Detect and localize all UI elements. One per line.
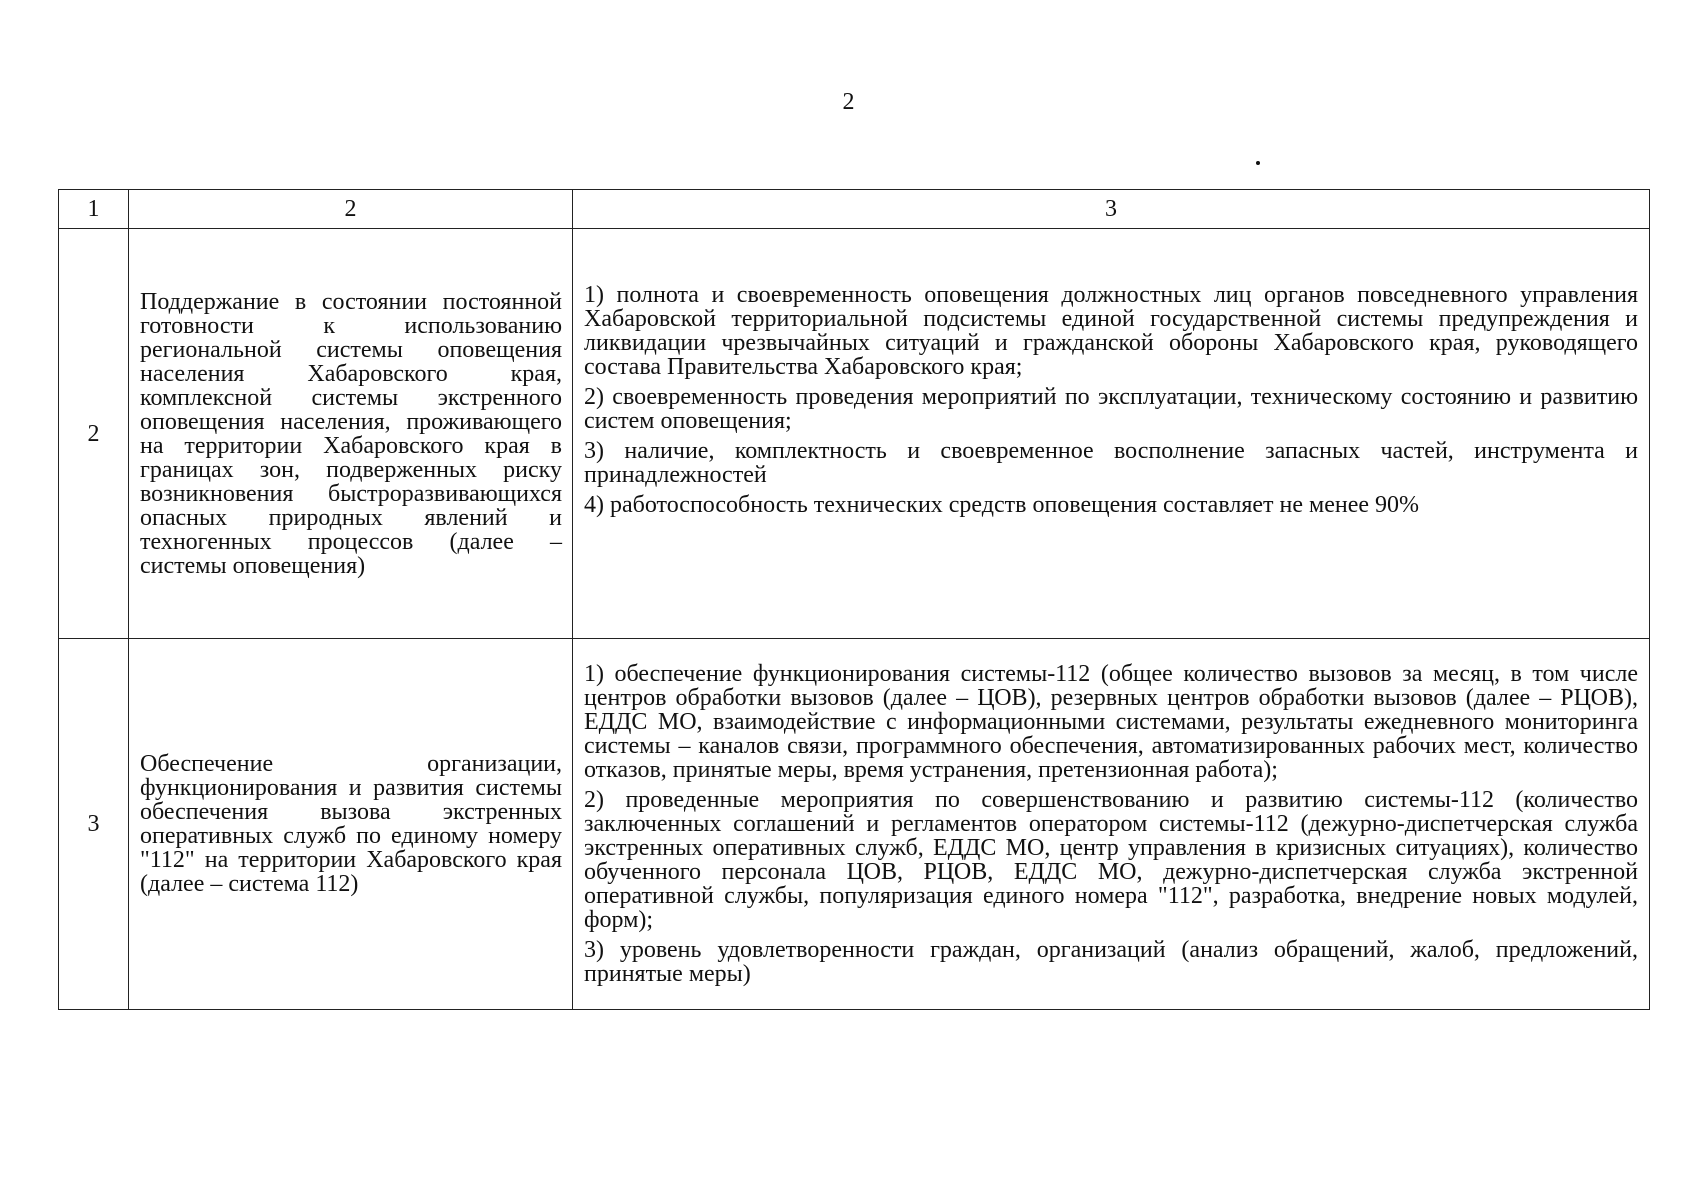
criteria-item: 1) полнота и своевременность оповещения должностных лиц органов повседневного управления Хабаровской территориальной подсистемы единой государственной системы предупреждения и ликвидации чрезвычайных ситуаций и гражданской обороны Хабаровского края, руководящего состава Правительства Хабаровского края; xyxy=(584,282,1638,380)
criteria-item: 4) работоспособность технических средств оповещения составляет не менее 90% xyxy=(584,492,1419,518)
header-cell-3: 3 xyxy=(573,190,1650,229)
criteria-table xyxy=(58,189,1650,1010)
criteria-item: 3) уровень удовлетворенности граждан, организаций (анализ обращений, жалоб, предложений, принятые меры) xyxy=(584,937,1638,987)
table-header-row xyxy=(59,190,1650,229)
row-number: 3 xyxy=(59,639,129,1010)
row-criteria xyxy=(573,639,1650,1010)
table-row xyxy=(59,639,1650,1010)
row-criteria xyxy=(573,229,1650,639)
criteria-item: 2) своевременность проведения мероприятий по эксплуатации, техническому состоянию и развитию систем оповещения; xyxy=(584,384,1638,434)
table-row xyxy=(59,229,1650,639)
header-cell-1: 1 xyxy=(59,190,129,229)
criteria-item: 1) обеспечение функционирования системы-112 (общее количество вызовов за месяц, в том числе центров обработки вызовов (далее – ЦОВ), резервных центров обработки вызовов (далее – РЦОВ), ЕДДС МО, взаимодействие с информационными системами, результаты ежедневного мониторинга системы – каналов связи, программного обеспечения, автоматизированных рабочих мест, количество отказов, принятые меры, время устранения, претензионная работа); xyxy=(584,661,1638,783)
header-cell-2: 2 xyxy=(129,190,573,229)
page-number: 2 xyxy=(842,89,855,115)
criteria-item: 3) наличие, комплектность и своевременное восполнение запасных частей, инструмента и принадлежностей xyxy=(584,438,1638,488)
row-name: Обеспечение организации, функционирования и развития системы обеспечения вызова экстренных оперативных служб по единому номеру "112" на территории Хабаровского края (далее – система 112) xyxy=(129,639,573,1010)
criteria-item: 2) проведенные мероприятия по совершенствованию и развитию системы-112 (количество заключенных соглашений и регламентов оператором системы-112 (дежурно-диспетчерская служба экстренных оперативных служб, ЕДДС МО, центр управления в кризисных ситуациях), количество обученного персонала ЦОВ, РЦОВ, ЕДДС МО, дежурно-диспетчерская служба экстренной оперативной службы, популяризация единого номера "112", разработка, внедрение новых модулей, форм); xyxy=(584,787,1638,933)
row-name: Поддержание в состоянии постоянной готовности к использованию региональной системы оповещения населения Хабаровского края, комплексной системы экстренного оповещения населения, проживающего на территории Хабаровского края в границах зон, подверженных риску возникновения быстроразвивающихся опасных природных явлений и техногенных процессов (далее – системы оповещения) xyxy=(129,229,573,639)
scan-dot xyxy=(1256,161,1260,165)
row-number: 2 xyxy=(59,229,129,639)
